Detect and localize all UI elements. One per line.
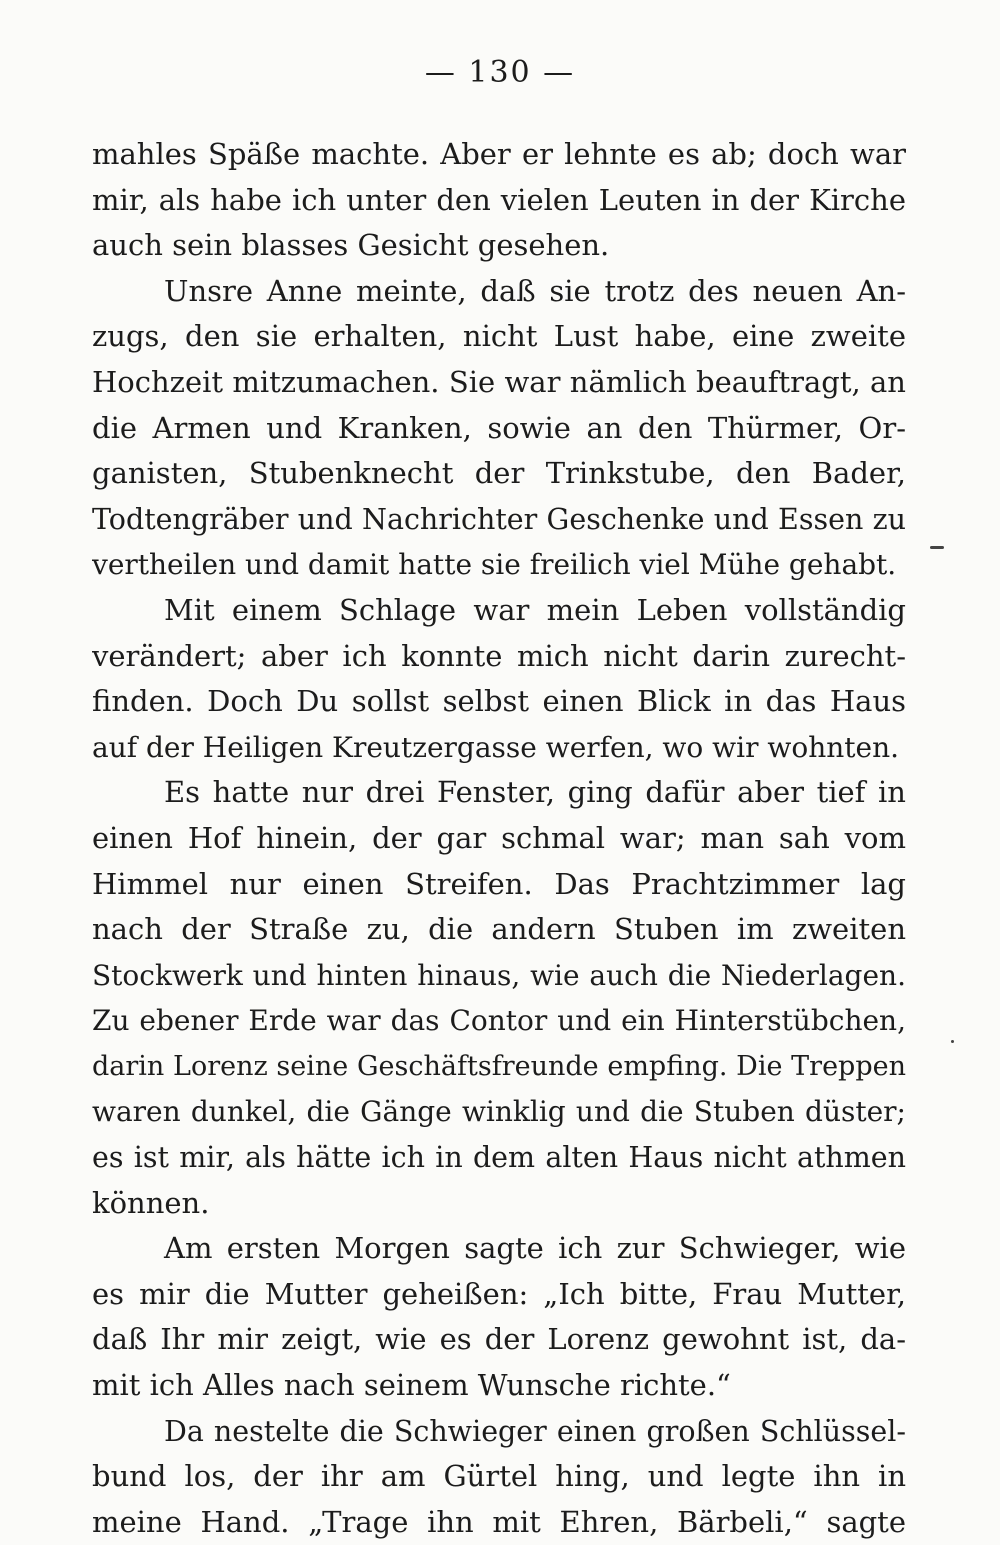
text-line: mir, als habe ich unter den vielen Leuten in der Kirche: [92, 182, 906, 217]
text-line: waren dunkel, die Gänge winklig und die Stuben düster;: [92, 1095, 906, 1129]
text-line: Himmel nur einen Streifen. Das Prachtzimmer lag: [92, 866, 906, 901]
text-line: verändert; aber ich konnte mich nicht darin zurecht-: [92, 638, 906, 673]
text-line: Todtengräber und Nachrichter Geschenke und Essen zu: [92, 502, 906, 536]
text-line: auf der Heiligen Kreutzergasse werfen, wo wir wohnten.: [92, 730, 900, 764]
text-line: meine Hand. „Trage ihn mit Ehren, Bärbeli,“ sagte: [92, 1504, 906, 1539]
text-line: auch sein blasses Gesicht gesehen.: [92, 228, 610, 263]
text-line: mit ich Alles nach seinem Wunsche richte.“: [92, 1368, 731, 1403]
text-line: nach der Straße zu, die andern Stuben im zweiten: [92, 912, 906, 947]
ink-speck-mark: [930, 546, 944, 549]
text-line: Da nestelte die Schwieger einen großen Schlüssel-: [164, 1414, 906, 1448]
text-line: Zu ebener Erde war das Contor und ein Hinterstübchen,: [92, 1004, 906, 1038]
text-line: zugs, den sie erhalten, nicht Lust habe, eine zweite: [92, 319, 906, 354]
text-line: daß Ihr mir zeigt, wie es der Lorenz gewohnt ist, da-: [92, 1322, 906, 1357]
text-line: Unsre Anne meinte, daß sie trotz des neuen An-: [164, 273, 906, 308]
text-line: Es hatte nur drei Fenster, ging dafür aber tief in: [164, 775, 906, 810]
text-line: Mit einem Schlage war mein Leben vollständig: [164, 592, 906, 627]
text-line: einen Hof hinein, der gar schmal war; man sah vom: [92, 820, 906, 855]
text-line: es mir die Mutter geheißen: „Ich bitte, Frau Mutter,: [92, 1276, 906, 1311]
text-line: vertheilen und damit hatte sie freilich viel Mühe gehabt.: [92, 548, 897, 582]
text-line: die Armen und Kranken, sowie an den Thürmer, Or-: [92, 410, 906, 445]
ink-speck-mark: [951, 1040, 954, 1043]
text-line: es ist mir, als hätte ich in dem alten Haus nicht athmen: [92, 1141, 906, 1175]
text-line: können.: [92, 1185, 210, 1220]
text-line: darin Lorenz seine Geschäftsfreunde empfing. Die Treppen: [92, 1050, 906, 1082]
body-text: [92, 132, 906, 1545]
text-line: ganisten, Stubenknecht der Trinkstube, den Bader,: [92, 456, 906, 491]
text-line: Hochzeit mitzumachen. Sie war nämlich beauftragt, an: [92, 364, 906, 399]
page-number: — 130 —: [424, 55, 576, 90]
text-line: mahles Späße machte. Aber er lehnte es ab; doch war: [92, 137, 906, 171]
text-line: bund los, der ihr am Gürtel hing, und legte ihn in: [92, 1459, 906, 1494]
text-line: finden. Doch Du sollst selbst einen Blick in das Haus: [92, 684, 906, 719]
text-line: Stockwerk und hinten hinaus, wie auch die Niederlagen.: [92, 958, 906, 992]
text-line: Am ersten Morgen sagte ich zur Schwieger, wie: [164, 1231, 906, 1266]
